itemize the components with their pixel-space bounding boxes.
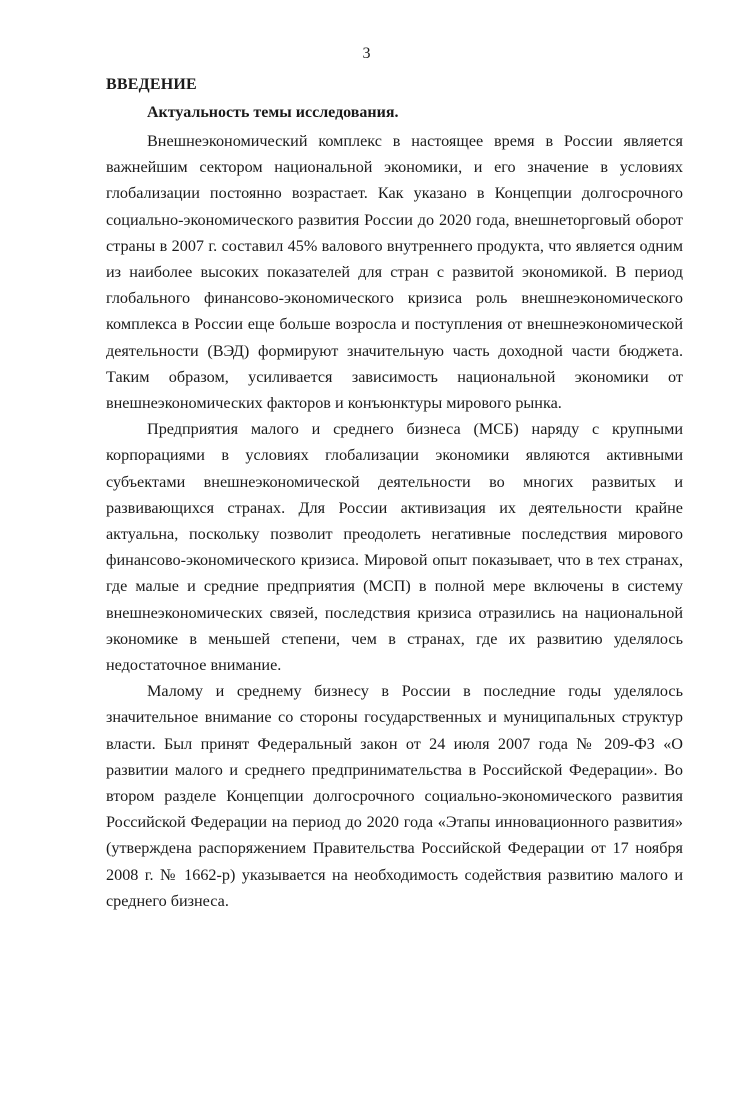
paragraph-1: Внешнеэкономический комплекс в настоящее время в России является важнейшим сектором национальной экономики, и его значение в условиях глобализации постоянно возрастает. Как указано в Концепции долгосрочного социально-экономического развития России до 2020 года, внешнеторговый оборот страны в 2007 г. составил 45% валового внутреннего продукта, что является одним из наиболее высоких показателей для стран с развитой экономикой. В период глобального финансово-экономического кризиса роль внешнеэкономического комплекса в России еще больше возросла и поступления от внешнеэкономической деятельности (ВЭД) формируют значительную часть доходной части бюджета. Таким образом, усиливается зависимость национальной экономики от внешнеэкономических факторов и конъюнктуры мирового рынка. xyxy=(106,132,683,413)
body-text xyxy=(106,128,683,914)
subsection-heading: Актуальность темы исследования. xyxy=(147,104,399,121)
paragraph-3: Малому и среднему бизнесу в России в последние годы уделялось значительное внимание со стороны государственных и муниципальных структур власти. Был принят Федеральный закон от 24 июля 2007 года № 209-ФЗ «О развитии малого и среднего предпринимательства в Российской Федерации». Во втором разделе Концепции долгосрочного социально-экономического развития Российской Федерации на период до 2020 года «Этапы инновационного развития» (утверждена распоряжением Правительства Российской Федерации от 17 ноября 2008 г. № 1662-р) указывается на необходимость содействия развитию малого и среднего бизнеса. xyxy=(106,682,683,910)
page-number: 3 xyxy=(362,45,371,62)
paragraph-2: Предприятия малого и среднего бизнеса (МСБ) наряду с крупными корпорациями в условиях глобализации экономики являются активными субъектами внешнеэкономической деятельности во многих развитых и развивающихся странах. Для России активизация их деятельности крайне актуальна, поскольку позволит преодолеть негативные последствия мирового финансово-экономического кризиса. Мировой опыт показывает, что в тех странах, где малые и средние предприятия (МСП) в полной мере включены в систему внешнеэкономических связей, последствия кризиса отразились на национальной экономике в меньшей степени, чем в странах, где их развитию уделялось недостаточное внимание. xyxy=(106,420,683,675)
section-heading: ВВЕДЕНИЕ xyxy=(106,76,197,93)
